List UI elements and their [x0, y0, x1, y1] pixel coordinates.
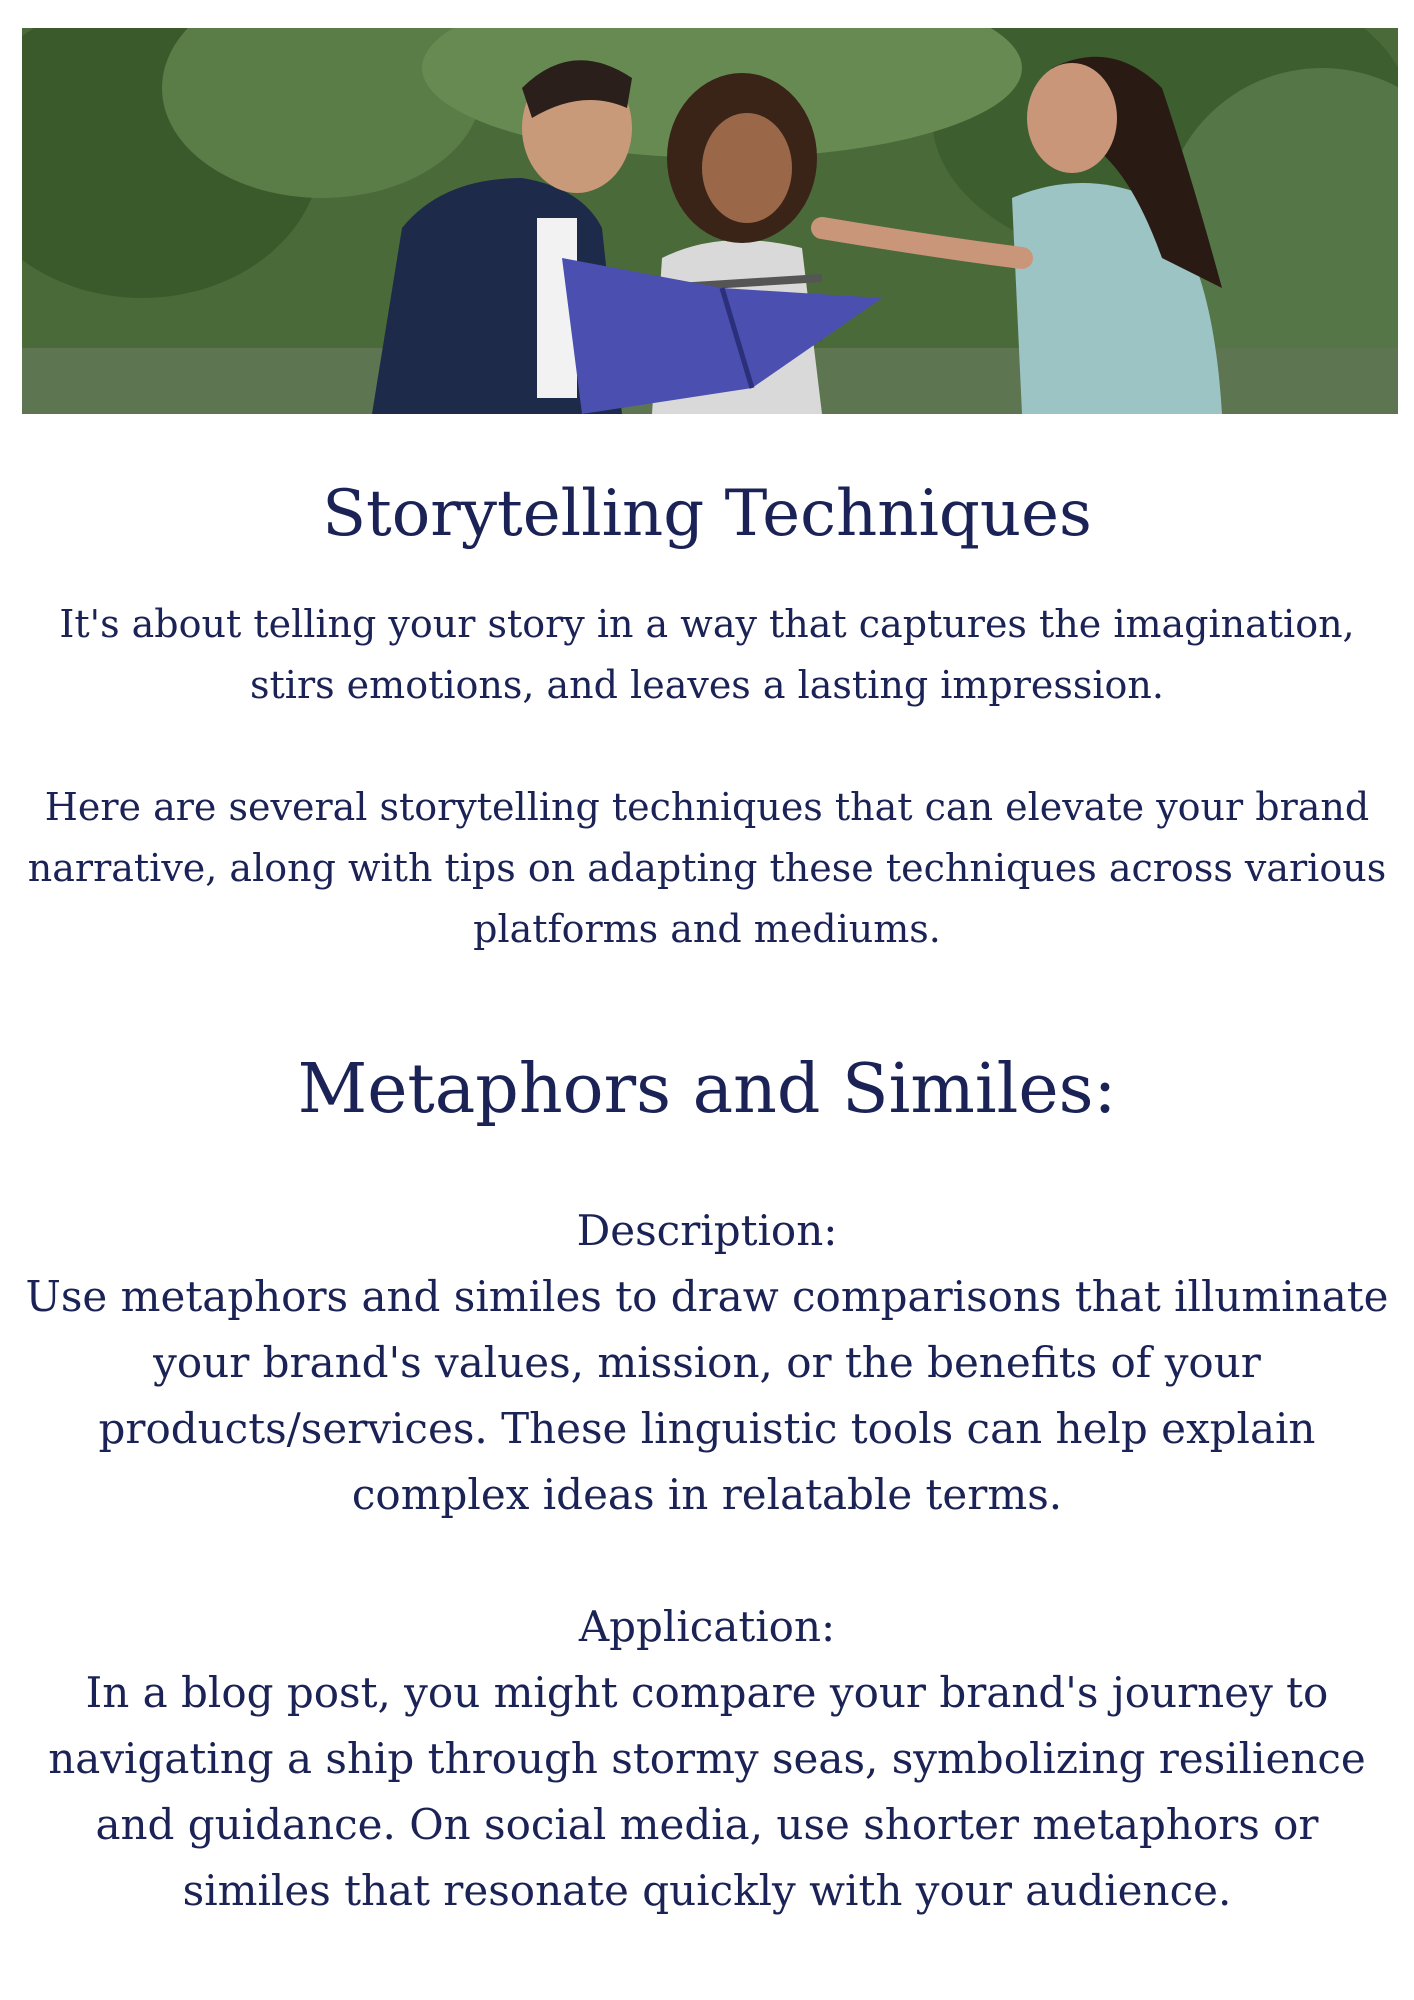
intro-paragraph-2: Here are several storytelling techniques that can elevate your brand narrative, along with tips on adapting these techniques across various platforms and mediums.: [27, 785, 1387, 951]
application-label: Application:: [578, 1602, 836, 1651]
intro-paragraph: It's about telling your story in a way that captures the imagination, stirs emotions, and leaves a lasting impression.: [59, 602, 1355, 707]
section-title: Metaphors and Similes:: [297, 1050, 1117, 1129]
application-text: In a blog post, you might compare your brand's journey to navigating a ship through stormy seas, symbolizing resilience and guidance. On social media, use shorter metaphors or similes that resonate quickly with your audience.: [48, 1668, 1366, 1915]
people-reading-outdoors-photo-icon: [22, 28, 1398, 414]
description-text: Use metaphors and similes to draw comparisons that illuminate your brand's values, mission, or the benefits of your products/services. These linguistic tools can help explain complex ideas in relatable terms.: [25, 1272, 1389, 1519]
description-label: Description:: [576, 1206, 838, 1255]
main-content: [0, 414, 1414, 1924]
hero-photo: [22, 28, 1398, 414]
page-title: Storytelling Techniques: [322, 477, 1092, 551]
